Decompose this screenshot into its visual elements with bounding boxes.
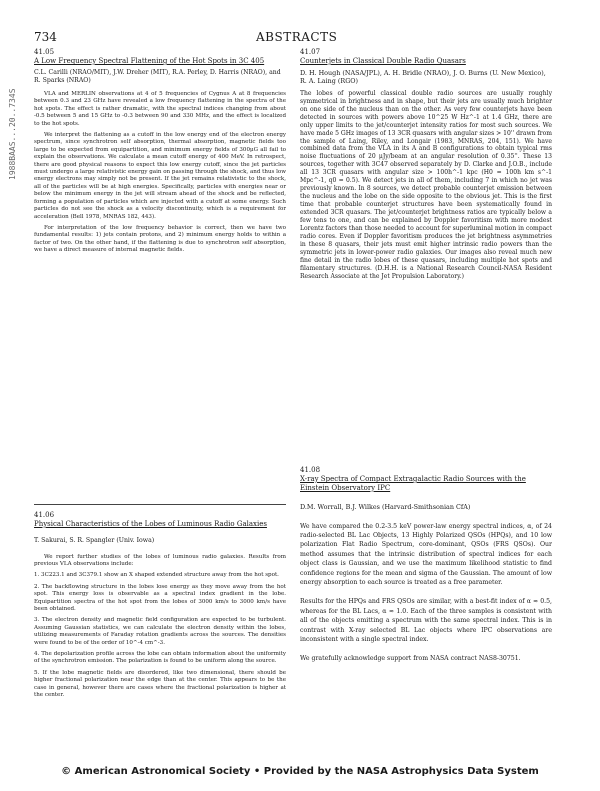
- abstract-authors: D. H. Hough (NASA/JPL), A. H. Bridle (NRAO), J. O. Burns (U. New Mexico), R. A. Laing (RGO): [300, 69, 546, 86]
- section-title: ABSTRACTS: [256, 30, 338, 44]
- abstract-paragraph: For interpretation of the low frequency behavior is correct, then we have two fundamental results: 1) jets contain protons, and 2) minimum energy holds to within a factor of two. On the other hand, if the flattening is due to synchrotron self absorption, we have a direct measure of internal magnetic fields.: [34, 224, 286, 254]
- abstract-title: Physical Characteristics of the Lobes of Luminous Radio Galaxies: [34, 520, 267, 528]
- abstract-number: 41.08: [300, 466, 321, 474]
- abstract-paragraph: 3. The electron density and magnetic field configuration are expected to be turbulent. Assuming Gaussian statistics, we can calculate the electron density within the lobes, utilizing measurements of Faraday rotation gradients across the sources. The densities were found to be of the order of 10^-4 cm^-3.: [34, 617, 286, 646]
- abstract-41-05: [34, 48, 286, 259]
- abstract-paragraph: 2. The backflowing structure in the lobes lose energy as they move away from the hot spot. This energy loss is observable as a spectral index gradient in the lobe. Equipartition spectra of the hot spot from the lobes of 3000 km/s to 3000 km/s have been obtained.: [34, 583, 286, 613]
- abstract-authors: T. Sakurai, S. R. Spangler (Univ. Iowa): [34, 537, 155, 544]
- abstract-number: 41.06: [34, 511, 55, 519]
- abstract-authors: C.L. Carilli (NRAO/MIT), J.W. Dreher (MIT), R.A. Perley, D. Harris (NRAO), and R. Sparks (NRAO): [34, 69, 281, 84]
- abstract-title: Counterjets in Classical Double Radio Quasars: [300, 57, 466, 65]
- abstract-paragraph: Results for the HPQs and FRS QSOs are similar, with a best-fit index of α ≈ 0.5, whereas for the BL Lacs, α ≈ 1.0. Each of the three samples is consistent with all of the objects emitting a spectrum with the same spectral index. This is in contrast with X-ray selected BL Lac objects where IPC observations are inconsistent with a single spectral index.: [300, 598, 552, 644]
- abstract-body: [300, 90, 552, 281]
- abstract-number: 41.05: [34, 48, 55, 56]
- ads-footer: © American Astronomical Society • Provided by the NASA Astrophysics Data System: [61, 766, 539, 777]
- abstract-41-06: [34, 500, 286, 704]
- abstract-title: A Low Frequency Spectral Flattening of the Hot Spots in 3C 405: [34, 57, 265, 65]
- abstract-41-07: [300, 48, 552, 285]
- page-number: 734: [34, 30, 57, 44]
- abstract-body: [34, 91, 286, 255]
- abstract-paragraph: VLA and MERLIN observations at 4 of 5 frequencies of Cygnus A at 8 frequencies between 0.3 and 23 GHz have revealed a low frequency flattening in the spectra of the hot spots. The effect is rather dramatic, with the spectral indices changing from about -0.5 between 5 and 15 GHz to -0.3 between 90 and 330 MHz, and the effect is localized to the hot spots.: [34, 91, 286, 127]
- abstract-body: [34, 554, 286, 700]
- divider: [34, 504, 286, 505]
- bibcode-stamp: 1988BAAS...20..734S: [8, 88, 17, 180]
- abstract-paragraph: We interpret the flattening as a cutoff in the low energy end of the electron energy spectrum, since synchrotron self absorption, thermal absorption, magnetic fields too large to be expected from equipartition, and minimum energy fields of 300μG all fail to explain the observations. We calculate a mean cutoff energy of 400 MeV. In retrospect, there are good physical reasons to expect this low energy cutoff, since the jet particles must undergo a large relativistic energy gain on passing through the shock, and thus low energy electrons may simply not be present. If the jet remains relativistic to the shock, all of the particles will be at high energies. Specifically, particles with energies near or below the minimum energy in the jet will stream ahead of the shock and be reflected, forming a population of particles which are injected with a cutoff at some energy. Such particles do not see the shock as a velocity discontinuity, which is a requirement for acceleration (Bell 1978, MNRAS 182, 443).: [34, 132, 286, 220]
- abstract-paragraph: We have compared the 0.2-3.5 keV power-law energy spectral indices, α, of 24 radio-selected BL Lac Objects, 13 Highly Polarized QSOs (HPQs), and 10 low polarization Flat Radio Spectrum, core-dominant, QSOs (FRS QSOs). Our method assumes that the intrinsic distribution of spectral indices for each object class is Gaussian, and we use the maximum likelihood statistic to find confidence regions for the mean and sigma of the Gaussian. The amount of low energy absorption to each source is treated as a free parameter.: [300, 522, 552, 587]
- abstract-number: 41.07: [300, 48, 321, 56]
- abstract-paragraph: 5. If the lobe magnetic fields are disordered, like two dimensional, there should be higher fractional polarization near the edge than at the center. This appears to be the case in general, however there are cases where the fractional polarization is higher at the center.: [34, 669, 286, 699]
- abstract-title: X-ray Spectra of Compact Extragalactic Radio Sources with the Einstein Observatory IPC: [300, 475, 526, 492]
- abstract-body: [300, 522, 552, 664]
- abstract-paragraph: 4. The depolarization profile across the lobe can obtain information about the uniformity of the synchrotron emission. The polarization is found to be uniform along the source.: [34, 651, 286, 665]
- abstract-paragraph: 1. 3C223.1 and 3C379.1 show an X shaped extended structure away from the hot spot.: [34, 572, 279, 579]
- abstract-paragraph: The lobes of powerful classical double radio sources are usually roughly symmetrical in brightness and in shape, but their jets are usually much brighter on one side of the nucleus than on the other. As very few counterjets have been detected in sources with powers above 10^25 W Hz^-1 at 1.4 GHz, there are only upper limits to the jet/counterjet intensity ratios for most such sources. We have made 5 GHz images of 13 3CR quasars with angular sizes > 10'' drawn from the sample of Laing, Riley, and Longair (1983, MNRAS, 204, 151). We have combined data from the VLA in its A and B configurations to obtain typical rms noise fluctuations of 20 μJy/beam at an angular resolution of 0.35''. These 13 sources, together with 3C47 observed separately by D. Clarke and J.O.B., include all 13 3CR quasars with angular size > 100h^-1 kpc (H0 = 100h km s^-1 Mpc^-1, q0 = 0.5). We detect jets in all of them, including 7 in which no jet was previously known. In 8 sources, we detect probable counterjet emission between the nucleus and the lobe on the side opposite to the obvious jet. This is the first time that probable counterjet structures have been systematically found in extended 3CR quasars. The jet/counterjet brightness ratios are typically below a few tens to one, and can be explained by Doppler favoritism with more modest Lorentz factors than those needed to account for superluminal motion in compact radio cores. Even if Doppler favoritism produces the jet brightness asymmetries in these 8 quasars, their jets must emit higher intrinsic radio powers than the symmetric jets in lower-power radio galaxies. Our images also reveal much new fine detail in the radio lobes of these quasars, including multiple hot spots and filamentary structures. (D.H.H. is a National Research Council-NASA Resident Research Associate at the Jet Propulsion Laboratory.): [300, 89, 552, 280]
- abstract-41-08: [300, 466, 552, 668]
- abstract-paragraph: We gratefully acknowledge support from NASA contract NAS8-30751.: [300, 655, 521, 663]
- abstract-authors: D.M. Worrall, B.J. Wilkes (Harvard-Smithsonian CfA): [300, 503, 471, 511]
- abstract-paragraph: We report further studies of the lobes of luminous radio galaxies. Results from previous VLA observations include:: [34, 553, 286, 567]
